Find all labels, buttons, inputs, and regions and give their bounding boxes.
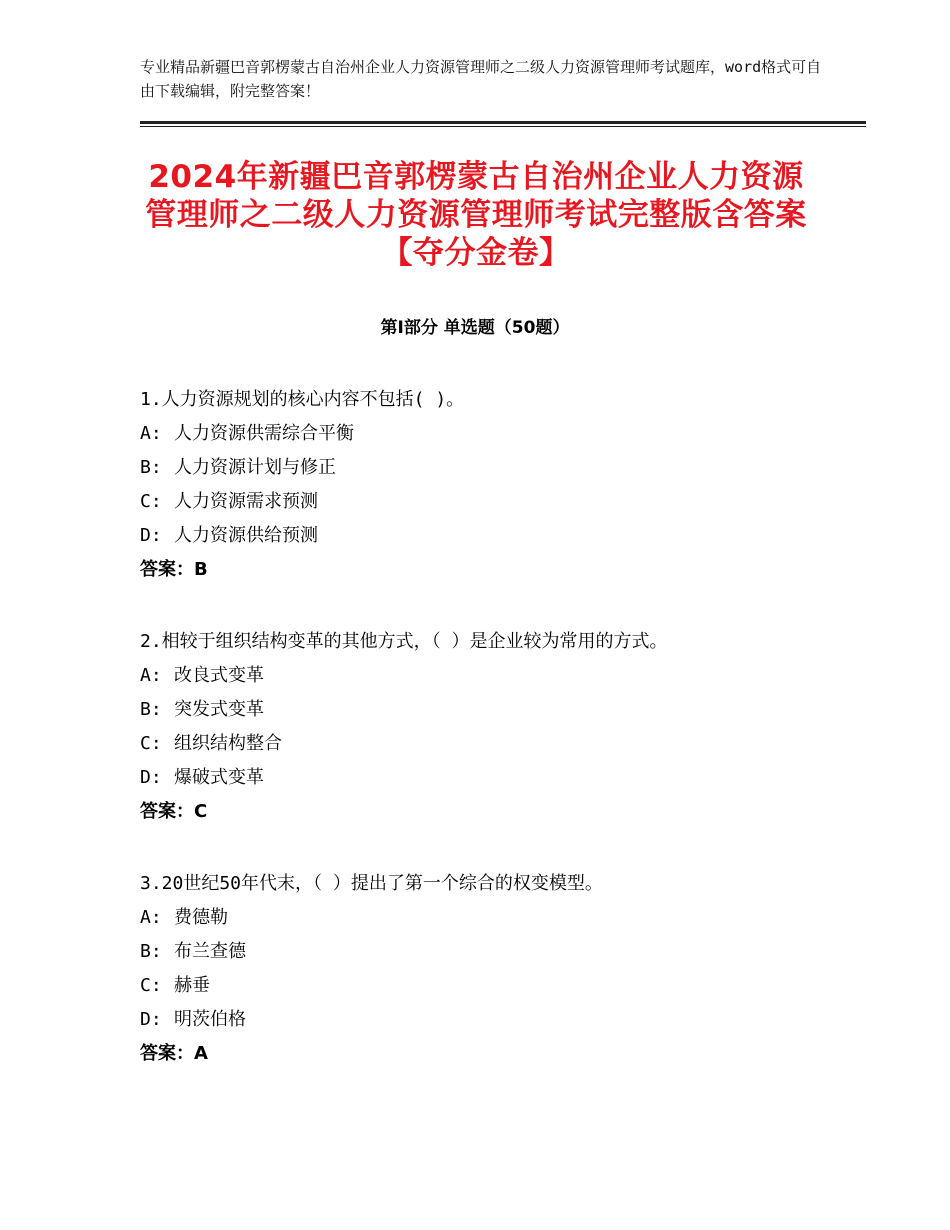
answer: 答案：B	[140, 559, 208, 580]
option-b	[140, 451, 780, 485]
option-text: 爆破式变革	[174, 767, 264, 788]
option-key: B:	[140, 941, 162, 962]
option-c	[140, 969, 780, 1003]
option-key: B:	[140, 699, 162, 720]
option-key: A:	[140, 907, 162, 928]
option-d	[140, 519, 780, 553]
option-d	[140, 1003, 780, 1037]
section-heading: 第Ⅰ部分 单选题（50题）	[380, 318, 570, 338]
option-key: D:	[140, 1009, 162, 1030]
option-text: 组织结构整合	[174, 733, 282, 754]
question-list	[140, 383, 780, 1109]
answer: 答案：C	[140, 801, 208, 822]
document-title: 2024年新疆巴音郭楞蒙古自治州企业人力资源管理师之二级人力资源管理师考试完整版含答案【夺分金卷】	[145, 159, 807, 271]
option-d	[140, 761, 780, 795]
option-key: D:	[140, 525, 162, 546]
option-key: B:	[140, 457, 162, 478]
question-stem: 3.20世纪50年代末，（ ）提出了第一个综合的权变模型。	[140, 873, 603, 894]
question-stem: 2.相较于组织结构变革的其他方式，（ ）是企业较为常用的方式。	[140, 631, 668, 652]
option-a	[140, 417, 780, 451]
question-2	[140, 625, 780, 829]
option-text: 人力资源供需综合平衡	[174, 423, 354, 444]
option-c	[140, 485, 780, 519]
option-key: C:	[140, 975, 162, 996]
option-key: D:	[140, 767, 162, 788]
option-text: 突发式变革	[174, 699, 264, 720]
option-text: 改良式变革	[174, 665, 264, 686]
option-key: A:	[140, 423, 162, 444]
option-b	[140, 935, 780, 969]
option-text: 明茨伯格	[174, 1009, 246, 1030]
option-key: C:	[140, 491, 162, 512]
option-a	[140, 659, 780, 693]
question-stem: 1.人力资源规划的核心内容不包括( )。	[140, 389, 465, 410]
option-key: A:	[140, 665, 162, 686]
question-1	[140, 383, 780, 587]
header-divider-thin	[140, 126, 866, 127]
header-note: 专业精品新疆巴音郭楞蒙古自治州企业人力资源管理师之二级人力资源管理师考试题库，word格式可自由下载编辑，附完整答案！	[140, 58, 822, 100]
header-divider-thick	[140, 121, 866, 124]
option-text: 费德勒	[174, 907, 228, 928]
option-c	[140, 727, 780, 761]
answer: 答案：A	[140, 1043, 208, 1064]
option-key: C:	[140, 733, 162, 754]
option-text: 布兰查德	[174, 941, 246, 962]
option-b	[140, 693, 780, 727]
option-text: 人力资源供给预测	[174, 525, 318, 546]
option-text: 赫垂	[174, 975, 210, 996]
option-text: 人力资源计划与修正	[174, 457, 336, 478]
question-3	[140, 867, 780, 1071]
option-text: 人力资源需求预测	[174, 491, 318, 512]
option-a	[140, 901, 780, 935]
